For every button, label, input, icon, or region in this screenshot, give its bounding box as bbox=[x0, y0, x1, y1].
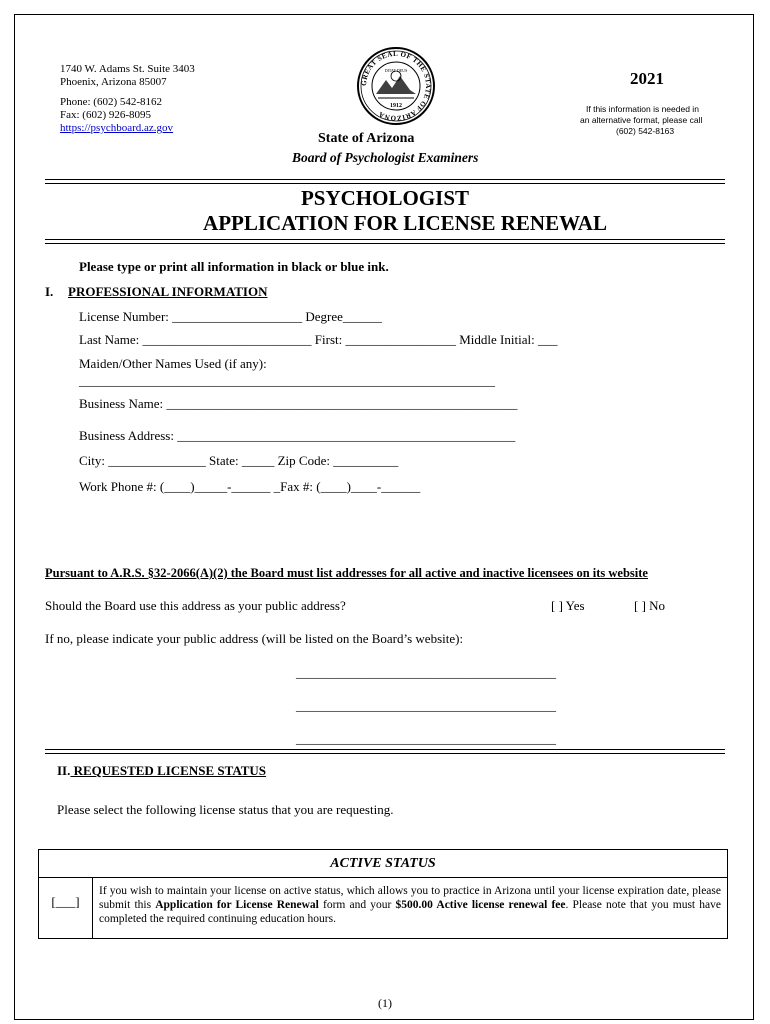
page-number: (1) bbox=[378, 996, 392, 1010]
title-line-1: PSYCHOLOGIST bbox=[300, 186, 470, 210]
address-line-2: Phoenix, Arizona 85007 bbox=[60, 76, 167, 88]
ink-instructions: Please type or print all information in black or blue ink. bbox=[79, 259, 389, 274]
alt-format-line-3: (602) 542-8163 bbox=[616, 126, 675, 136]
maiden-names-field[interactable]: ________________________________________________________________ bbox=[79, 373, 495, 388]
board-name: Board of Psychologist Examiners bbox=[292, 150, 479, 165]
title-bottom-rule bbox=[45, 239, 725, 240]
status-instruction: Please select the following license status that you are requesting. bbox=[57, 802, 394, 817]
public-address-yes-checkbox[interactable]: [ ] Yes bbox=[551, 598, 585, 613]
seal-motto: DITAT DEUS bbox=[384, 68, 408, 73]
seal-ring-text: GREAT SEAL OF THE STATE OF ARIZONA bbox=[359, 49, 433, 123]
seal-year: 1912 bbox=[390, 103, 402, 109]
active-status-description: If you wish to maintain your license on active status, which allows you to practice in Arizona until your license expiration date, please submit this Application for License Renewal form and your $500.00 Active license renewal fee. Please note that you must have completed the required continuing education hours. bbox=[99, 885, 721, 925]
business-address-field[interactable]: Business Address: ____________________________________________________ bbox=[79, 428, 516, 443]
license-degree-field[interactable]: License Number: ____________________ Degree______ bbox=[79, 309, 382, 324]
public-address-line-3[interactable]: ________________________________________ bbox=[296, 731, 556, 746]
public-address-question: Should the Board use this address as your public address? bbox=[45, 598, 346, 613]
work-phone-fax-field[interactable]: Work Phone #: (____)_____-______ _Fax #: (____)____-______ bbox=[79, 479, 421, 494]
section-2-heading bbox=[57, 763, 266, 779]
section-1-number: I. bbox=[45, 284, 54, 299]
section-1-heading: PROFESSIONAL INFORMATION bbox=[68, 284, 268, 299]
business-name-field[interactable]: Business Name: ______________________________________________________ bbox=[79, 396, 518, 411]
maiden-names-label: Maiden/Other Names Used (if any): bbox=[79, 356, 267, 371]
section-2-title: REQUESTED LICENSE STATUS bbox=[70, 763, 267, 778]
active-status-table bbox=[38, 849, 728, 939]
title-top-rule-2 bbox=[45, 183, 725, 184]
section-2-number: II. bbox=[57, 763, 71, 778]
active-status-checkbox[interactable]: [___] bbox=[39, 878, 93, 938]
name-fields[interactable]: Last Name: __________________________ First: _________________ Middle Initial: ___ bbox=[79, 332, 558, 347]
public-address-if-no: If no, please indicate your public address (will be listed on the Board’s website): bbox=[45, 631, 464, 646]
section-2-rule bbox=[45, 749, 725, 750]
phone-number: Phone: (602) 542-8162 bbox=[60, 96, 163, 108]
public-address-no-checkbox[interactable]: [ ] No bbox=[634, 598, 666, 613]
alt-format-line-2: an alternative format, please call bbox=[580, 115, 703, 125]
section-2-rule-2 bbox=[45, 753, 725, 754]
active-status-title: ACTIVE STATUS bbox=[39, 850, 727, 878]
fax-number: Fax: (602) 926-8095 bbox=[60, 109, 152, 121]
public-address-line-1[interactable]: ________________________________________ bbox=[296, 665, 556, 680]
public-address-notice: Pursuant to A.R.S. §32-2066(A)(2) the Board must list addresses for all active and inactive licensees on its website bbox=[45, 566, 648, 580]
form-year: 2021 bbox=[630, 69, 664, 88]
address-line-1: 1740 W. Adams St. Suite 3403 bbox=[60, 63, 195, 75]
city-state-zip-field[interactable]: City: _______________ State: _____ Zip Code: __________ bbox=[79, 453, 399, 468]
title-line-2: APPLICATION FOR LICENSE RENEWAL bbox=[203, 211, 607, 235]
public-address-line-2[interactable]: ________________________________________ bbox=[296, 698, 556, 713]
alt-format-line-1: If this information is needed in bbox=[586, 104, 699, 114]
state-name: State of Arizona bbox=[318, 131, 415, 146]
website-link[interactable]: https://psychboard.az.gov bbox=[60, 122, 174, 134]
title-top-rule bbox=[45, 179, 725, 180]
state-seal-icon bbox=[356, 46, 436, 126]
title-bottom-rule-2 bbox=[45, 243, 725, 244]
